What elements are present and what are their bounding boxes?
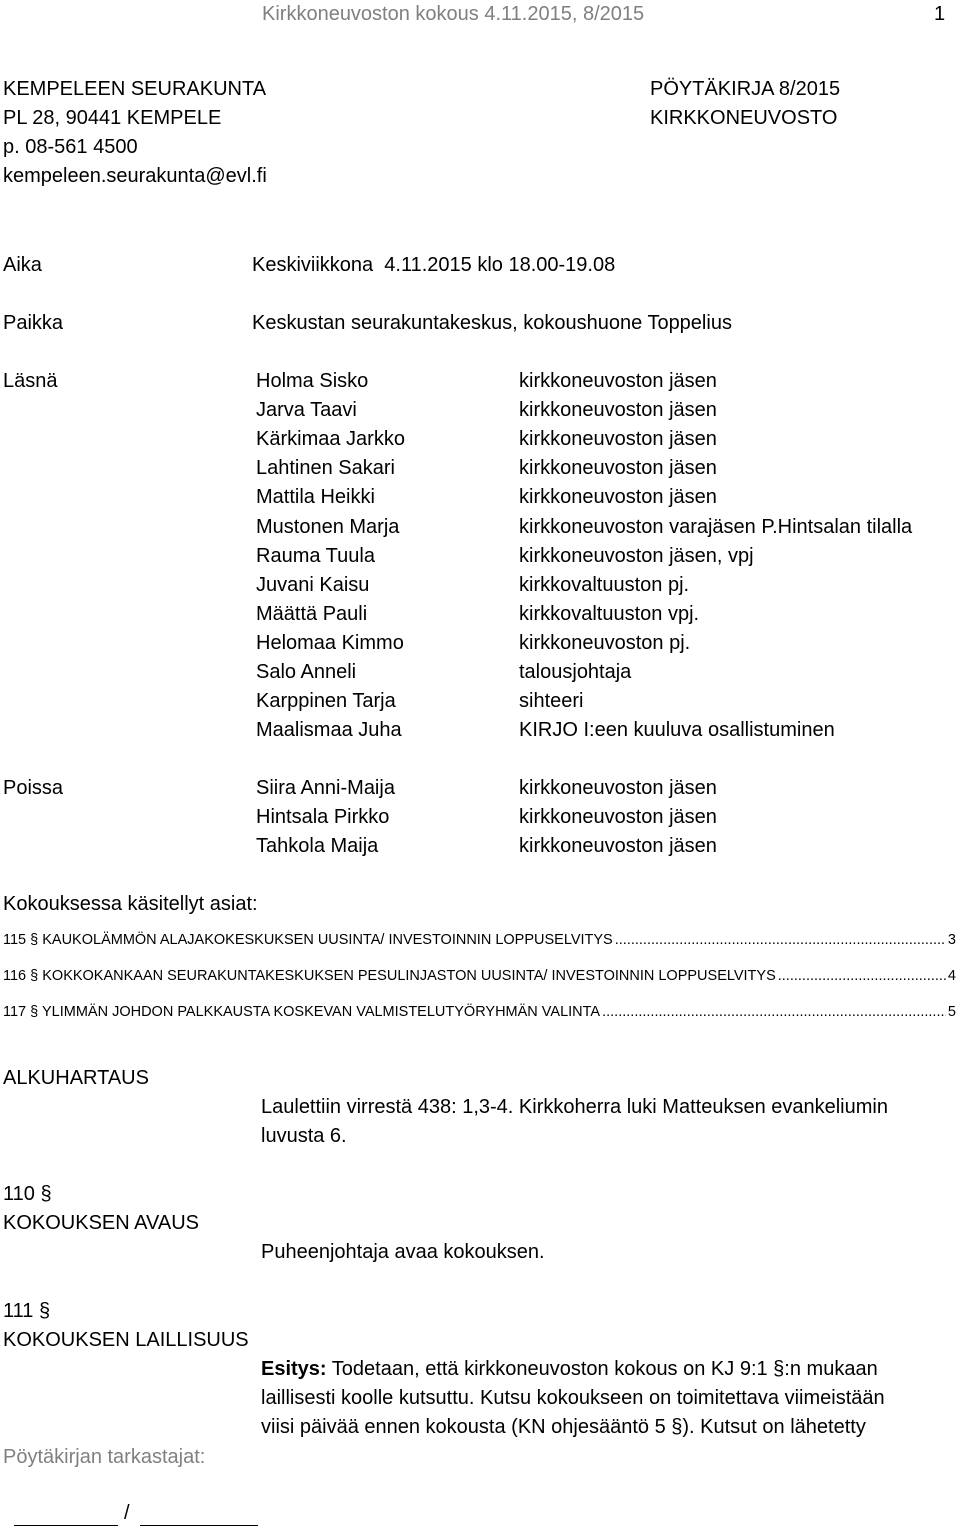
org-email: kempeleen.seurakunta@evl.fi [3, 165, 267, 187]
present-role: kirkkoneuvoston jäsen, vpj [519, 544, 754, 567]
toc-item[interactable] [3, 968, 956, 985]
doc-type: PÖYTÄKIRJA 8/2015 [650, 78, 841, 100]
present-name: Helomaa Kimmo [256, 631, 404, 654]
present-role: kirkkoneuvoston pj. [519, 631, 691, 654]
absent-name: Hintsala Pirkko [256, 806, 390, 829]
toc-item[interactable] [3, 932, 956, 949]
absent-name: Tahkola Maija [256, 835, 379, 858]
present-role: kirkkovaltuuston pj. [519, 573, 690, 596]
present-role: kirkkoneuvoston jäsen [519, 428, 717, 451]
present-role: kirkkoneuvoston jäsen [519, 486, 717, 509]
present-role: kirkkoneuvoston varajäsen P.Hintsalan tilalla [519, 515, 913, 538]
present-role: kirkkovaltuuston vpj. [519, 602, 700, 625]
absent-label: Poissa [3, 777, 64, 799]
toc-item[interactable] [3, 1004, 956, 1021]
paikka-value: Keskustan seurakuntakeskus, kokoushuone Toppelius [252, 312, 732, 334]
toc-item-page: 5 [947, 1004, 956, 1020]
present-role: talousjohtaja [519, 661, 632, 683]
present-name: Juvani Kaisu [256, 573, 370, 596]
present-name: Rauma Tuula [256, 544, 375, 567]
present-name: Jarva Taavi [256, 399, 357, 422]
absent-name: Siira Anni-Maija [256, 777, 395, 799]
present-name: Salo Anneli [256, 661, 357, 683]
present-label: Läsnä [3, 370, 58, 392]
absent-role: kirkkoneuvoston jäsen [519, 806, 717, 829]
present-name: Karppinen Tarja [256, 690, 396, 713]
present-name: Holma Sisko [256, 370, 369, 392]
present-name: Kärkimaa Jarkko [256, 428, 405, 451]
toc-dot-leader [778, 968, 946, 985]
section-111-bold-lead: Esitys: [261, 1358, 327, 1380]
aika-label: Aika [3, 254, 42, 276]
present-name: Maalismaa Juha [256, 719, 402, 742]
section-111-line2: laillisesti koolle kutsuttu. Kutsu kokoukseen on toimitettava viimeistään [261, 1387, 885, 1409]
alkuhartaus-body-line2: luvusta 6. [261, 1125, 347, 1147]
toc-item-text: 117 § YLIMMÄN JOHDON PALKKAUSTA KOSKEVAN VALMISTELUTYÖRYHMÄN VALINTA [3, 1004, 601, 1020]
toc-heading: Kokouksessa käsitellyt asiat: [3, 893, 258, 915]
section-110-title: KOKOUKSEN AVAUS [3, 1212, 199, 1234]
section-111-title: KOKOUKSEN LAILLISUUS [3, 1329, 249, 1351]
aika-value: Keskiviikkona 4.11.2015 klo 18.00-19.08 [252, 254, 616, 276]
present-name: Määttä Pauli [256, 602, 368, 625]
signature-separator: / [124, 1502, 130, 1524]
org-address: PL 28, 90441 KEMPELE [3, 107, 222, 129]
toc-dot-leader [602, 1004, 946, 1021]
absent-role: kirkkoneuvoston jäsen [519, 777, 717, 799]
toc-item-page: 3 [947, 932, 956, 948]
present-name: Lahtinen Sakari [256, 457, 395, 480]
toc-item-page: 4 [947, 968, 956, 984]
present-role: kirkkoneuvoston jäsen [519, 457, 717, 480]
section-111-number: 111 § [3, 1300, 51, 1322]
section-111-line3: viisi päivää ennen kokousta (KN ohjesääntö 5 §). Kutsut on lähetetty [261, 1416, 866, 1438]
paikka-label: Paikka [3, 312, 64, 334]
page-number: 1 [934, 3, 946, 25]
org-name: KEMPELEEN SEURAKUNTA [3, 78, 267, 100]
toc-dot-leader [615, 932, 946, 949]
toc-item-text: 115 § KAUKOLÄMMÖN ALAJAKOKESKUKSEN UUSINTA/ INVESTOINNIN LOPPUSELVITYS [3, 932, 613, 948]
present-role: sihteeri [519, 690, 584, 713]
running-header-title: Kirkkoneuvoston kokous 4.11.2015, 8/2015 [262, 3, 645, 25]
footer-label: Pöytäkirjan tarkastajat: [3, 1446, 206, 1468]
signature-line-2[interactable] [140, 1525, 258, 1526]
doc-body: KIRKKONEUVOSTO [650, 107, 838, 129]
alkuhartaus-heading: ALKUHARTAUS [3, 1067, 149, 1089]
present-name: Mustonen Marja [256, 515, 400, 538]
absent-role: kirkkoneuvoston jäsen [519, 835, 717, 858]
present-role: KIRJO I:een kuuluva osallistuminen [519, 719, 835, 742]
section-111-line1-text: Todetaan, että kirkkoneuvoston kokous on KJ 9:1 §:n mukaan [326, 1358, 878, 1380]
alkuhartaus-body-line1: Laulettiin virrestä 438: 1,3-4. Kirkkoherra luki Matteuksen evankeliumin [261, 1096, 888, 1118]
org-phone: p. 08-561 4500 [3, 136, 138, 158]
section-110-number: 110 § [3, 1183, 52, 1205]
present-role: kirkkoneuvoston jäsen [519, 399, 717, 422]
toc-item-text: 116 § KOKKOKANKAAN SEURAKUNTAKESKUKSEN PESULINJASTON UUSINTA/ INVESTOINNIN LOPPUSELVITYS [3, 968, 776, 984]
section-111-line1 [261, 1358, 878, 1381]
section-110-body: Puheenjohtaja avaa kokouksen. [261, 1241, 545, 1263]
present-name: Mattila Heikki [256, 486, 375, 509]
signature-line-1[interactable] [14, 1525, 118, 1526]
present-role: kirkkoneuvoston jäsen [519, 370, 717, 392]
